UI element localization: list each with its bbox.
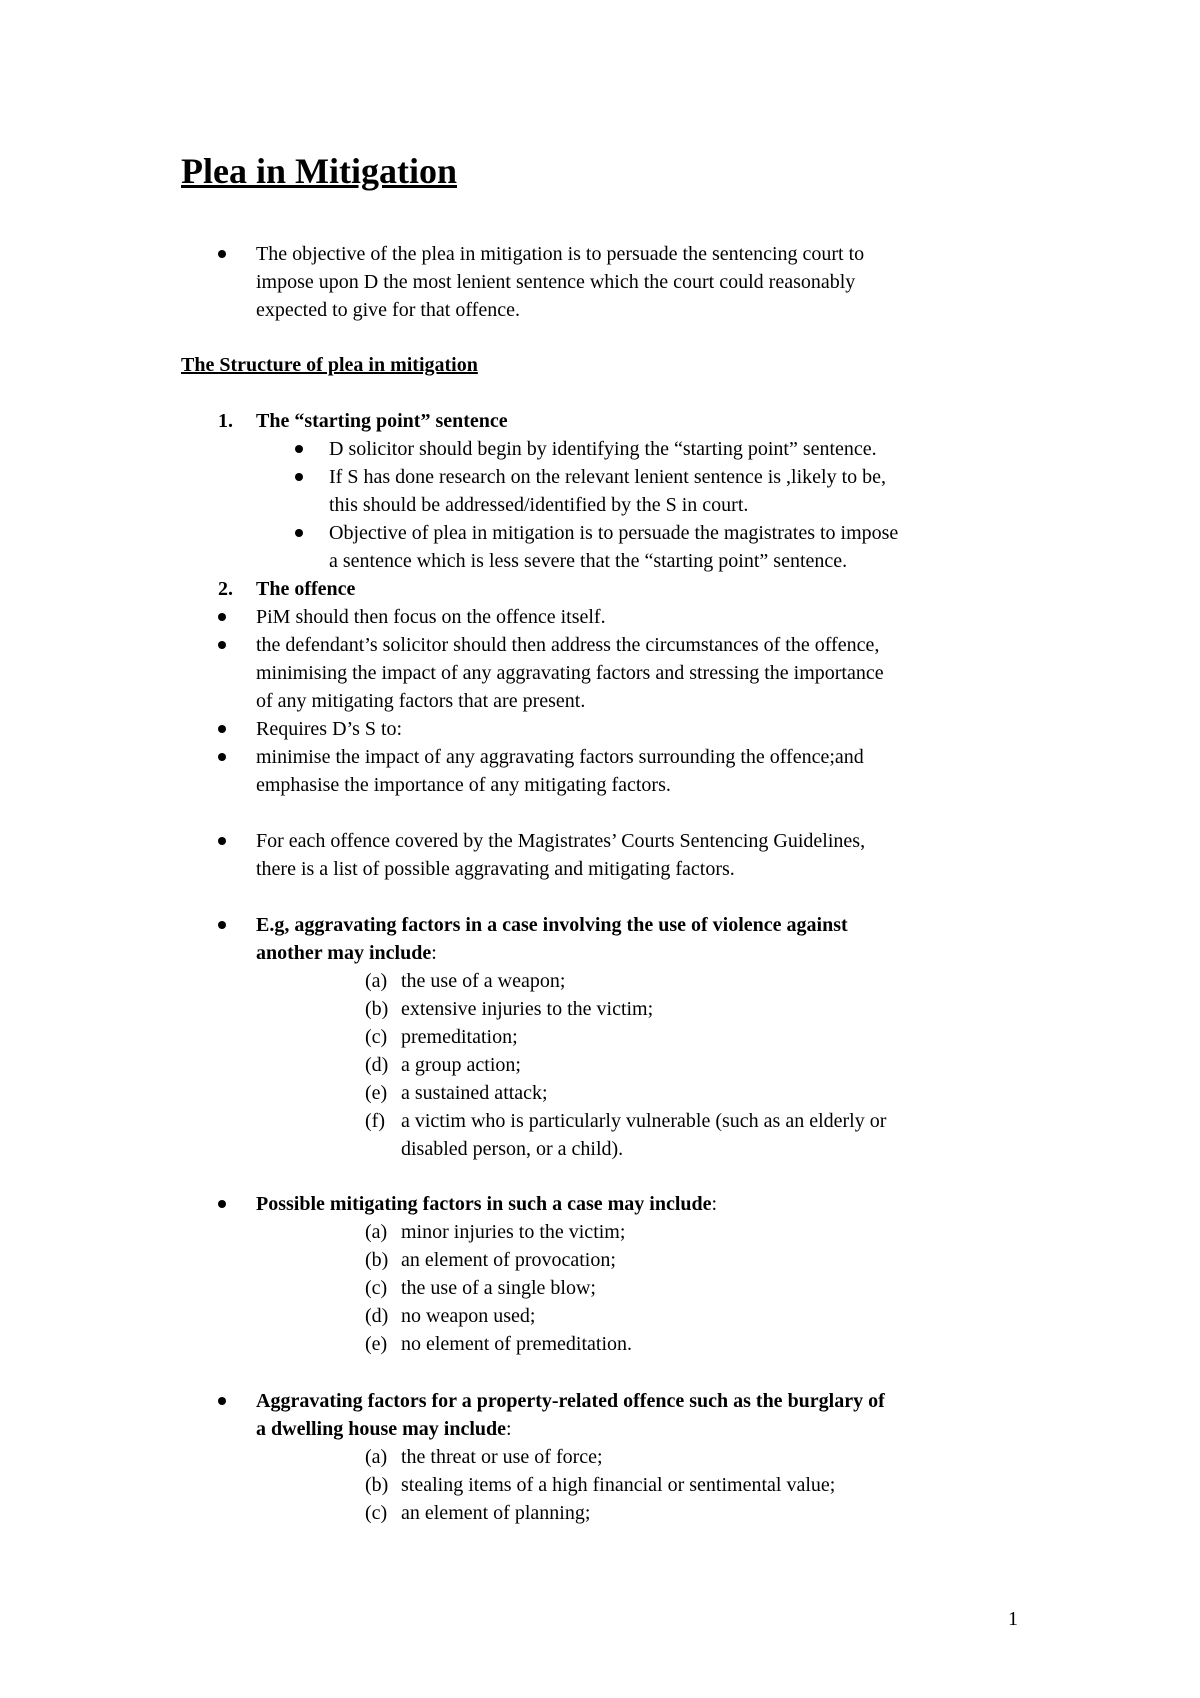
factor-item-line <box>0 967 1200 995</box>
list-item-text: For each offence covered by the Magistrates’ Courts Sentencing Guidelines, <box>256 830 866 852</box>
item-text: the use of a weapon; <box>401 970 566 992</box>
list-item-text: Objective of plea in mitigation is to persuade the magistrates to impose <box>329 522 899 544</box>
list-item-text: Requires D’s S to: <box>256 718 403 740</box>
list-item-line <box>0 463 1200 491</box>
item-letter: (e) <box>365 1333 388 1355</box>
item-text: a sustained attack; <box>401 1082 548 1104</box>
list-item-text: The objective of the plea in mitigation is to persuade the sentencing court to <box>256 243 865 265</box>
factor-item-line <box>0 1135 1200 1163</box>
list-item-text: If S has done research on the relevant lenient sentence is ,likely to be, <box>329 466 887 488</box>
item-letter: (c) <box>365 1277 388 1299</box>
list-item-line <box>0 855 1200 883</box>
item-letter: (f) <box>365 1110 385 1132</box>
list-item-line <box>0 659 1200 687</box>
violence-aggravating-section <box>0 911 1200 1163</box>
point-2-section <box>0 575 1200 799</box>
list-item-text: this should be addressed/identified by the S in court. <box>329 494 749 516</box>
list-item-line <box>0 491 1200 519</box>
point-heading <box>0 575 1200 603</box>
factor-heading-text: another may include: <box>256 942 437 964</box>
factor-item-line <box>0 1499 1200 1527</box>
bullet-icon <box>218 641 226 649</box>
item-letter: (b) <box>365 1474 389 1496</box>
list-item-line <box>0 603 1200 631</box>
factor-heading-text: a dwelling house may include: <box>256 1418 512 1440</box>
factor-item-line <box>0 1302 1200 1330</box>
factor-heading-line <box>0 1190 1200 1218</box>
list-item-line <box>0 743 1200 771</box>
factor-heading-line <box>0 939 1200 967</box>
point-1-section <box>0 407 1200 575</box>
item-letter: (e) <box>365 1082 388 1104</box>
bullet-icon <box>218 921 226 929</box>
list-item-text: a sentence which is less severe that the “starting point” sentence. <box>329 550 848 572</box>
point-heading <box>0 407 1200 435</box>
factor-heading-text: E.g, aggravating factors in a case involving the use of violence against <box>256 914 848 936</box>
item-text: stealing items of a high financial or sentimental value; <box>401 1474 836 1496</box>
list-item-text: there is a list of possible aggravating and mitigating factors. <box>256 858 735 880</box>
point-number: 1. <box>218 410 233 432</box>
heading-colon: : <box>506 1418 512 1440</box>
list-item-line <box>0 240 1200 268</box>
bullet-icon <box>218 250 226 258</box>
item-letter: (a) <box>365 1446 388 1468</box>
bullet-icon <box>218 1397 226 1405</box>
bullet-icon <box>218 613 226 621</box>
page-title: Plea in Mitigation <box>181 151 457 191</box>
factor-item-line <box>0 1079 1200 1107</box>
item-text: the use of a single blow; <box>401 1277 596 1299</box>
item-text: disabled person, or a child). <box>401 1138 624 1160</box>
item-letter: (c) <box>365 1026 388 1048</box>
point-number: 2. <box>218 578 233 600</box>
list-item-line <box>0 296 1200 324</box>
factor-item-line <box>0 1471 1200 1499</box>
item-text: a victim who is particularly vulnerable (such as an elderly or <box>401 1110 887 1132</box>
list-item-line <box>0 687 1200 715</box>
point-heading-text: The “starting point” sentence <box>256 410 508 432</box>
factor-heading-text: Aggravating factors for a property-related offence such as the burglary of <box>256 1390 885 1412</box>
factor-item-line <box>0 1051 1200 1079</box>
list-item-text: expected to give for that offence. <box>256 299 520 321</box>
list-item-text: the defendant’s solicitor should then address the circumstances of the offence, <box>256 634 880 656</box>
bullet-icon <box>295 529 303 537</box>
guidelines-bullet <box>0 827 1200 883</box>
list-item-text: PiM should then focus on the offence itself. <box>256 606 606 628</box>
list-item-line <box>0 827 1200 855</box>
section-heading: The Structure of plea in mitigation <box>181 354 478 376</box>
bullet-icon <box>218 837 226 845</box>
item-letter: (d) <box>365 1305 389 1327</box>
list-item-line <box>0 547 1200 575</box>
item-text: an element of planning; <box>401 1502 591 1524</box>
item-text: no weapon used; <box>401 1305 536 1327</box>
list-item-line <box>0 519 1200 547</box>
bullet-icon <box>218 725 226 733</box>
list-item-line <box>0 771 1200 799</box>
factor-item-line <box>0 1218 1200 1246</box>
factor-item-line <box>0 1443 1200 1471</box>
violence-mitigating-section <box>0 1190 1200 1358</box>
list-item-text: D solicitor should begin by identifying the “starting point” sentence. <box>329 438 877 460</box>
item-letter: (b) <box>365 1249 389 1271</box>
item-text: a group action; <box>401 1054 521 1076</box>
heading-colon: : <box>711 1193 718 1215</box>
page-number: 1 <box>1008 1608 1018 1630</box>
list-item-line <box>0 715 1200 743</box>
factor-item-line <box>0 1023 1200 1051</box>
factor-heading-line <box>0 1387 1200 1415</box>
list-item-text: minimise the impact of any aggravating factors surrounding the offence;and <box>256 746 864 768</box>
list-item-line <box>0 631 1200 659</box>
factor-item-line <box>0 1246 1200 1274</box>
intro-bullet <box>0 240 1200 324</box>
list-item-line <box>0 435 1200 463</box>
list-item-line <box>0 268 1200 296</box>
bullet-icon <box>218 753 226 761</box>
item-letter: (d) <box>365 1054 389 1076</box>
list-item-text: minimising the impact of any aggravating factors and stressing the importance <box>256 662 884 684</box>
factor-item-line <box>0 1274 1200 1302</box>
list-item-text: of any mitigating factors that are present. <box>256 690 586 712</box>
bullet-icon <box>218 1200 226 1208</box>
item-letter: (c) <box>365 1502 388 1524</box>
list-item-text: impose upon D the most lenient sentence which the court could reasonably <box>256 271 856 293</box>
factor-heading-line <box>0 911 1200 939</box>
item-letter: (a) <box>365 1221 388 1243</box>
bullet-icon <box>295 445 303 453</box>
item-letter: (a) <box>365 970 388 992</box>
factor-item-line <box>0 995 1200 1023</box>
item-text: no element of premeditation. <box>401 1333 633 1355</box>
property-aggravating-section <box>0 1387 1200 1527</box>
point-heading-text: The offence <box>256 578 356 600</box>
item-text: an element of provocation; <box>401 1249 616 1271</box>
item-text: extensive injuries to the victim; <box>401 998 654 1020</box>
item-text: premeditation; <box>401 1026 518 1048</box>
item-letter: (b) <box>365 998 389 1020</box>
factor-item-line <box>0 1107 1200 1135</box>
factor-item-line <box>0 1330 1200 1358</box>
item-text: the threat or use of force; <box>401 1446 603 1468</box>
factor-heading-text: Possible mitigating factors in such a case may include: <box>256 1193 718 1215</box>
list-item-text: emphasise the importance of any mitigating factors. <box>256 774 671 796</box>
bullet-icon <box>295 473 303 481</box>
item-text: minor injuries to the victim; <box>401 1221 626 1243</box>
factor-heading-line <box>0 1415 1200 1443</box>
heading-colon: : <box>431 942 437 964</box>
